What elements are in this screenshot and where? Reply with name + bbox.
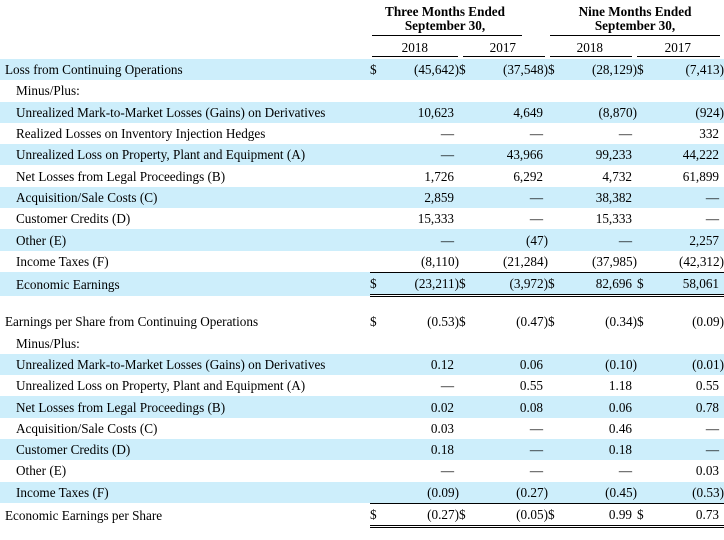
currency-symbol xyxy=(459,80,473,101)
row-label: Other (E) xyxy=(16,463,67,479)
currency-symbol xyxy=(370,396,384,417)
year-2017-three: 2017 xyxy=(489,40,516,55)
value-cell: (0.05) xyxy=(473,503,548,526)
row-label: Other (E) xyxy=(0,229,370,250)
currency-symbol xyxy=(459,208,473,229)
currency-symbol: $ xyxy=(637,59,651,80)
value-cell: — xyxy=(705,420,719,436)
row-label: Loss from Continuing Operations xyxy=(0,59,370,80)
value-cell: — xyxy=(529,126,543,142)
table-row xyxy=(0,354,724,375)
currency-symbol xyxy=(548,80,562,101)
value-cell: (45,642) xyxy=(384,59,459,80)
table-row xyxy=(0,503,724,526)
value-cell: — xyxy=(618,463,632,479)
value-cell: (7,413) xyxy=(651,59,724,80)
value-cell: (42,312) xyxy=(678,253,724,269)
value-cell: 0.02 xyxy=(384,396,459,417)
currency-symbol: $ xyxy=(548,59,562,80)
row-label: Customer Credits (D) xyxy=(0,439,370,460)
value-cell: (0.27) xyxy=(473,482,548,504)
value-cell: 0.06 xyxy=(562,396,637,417)
currency-symbol xyxy=(637,80,651,101)
currency-symbol xyxy=(370,229,384,250)
currency-symbol xyxy=(459,482,473,504)
table-row xyxy=(0,375,724,396)
value-cell: (0.27) xyxy=(384,503,459,526)
currency-symbol: $ xyxy=(637,503,651,526)
currency-symbol xyxy=(370,165,384,186)
currency-symbol xyxy=(370,251,384,273)
currency-symbol xyxy=(459,396,473,417)
row-label: Minus/Plus: xyxy=(16,335,80,351)
currency-symbol xyxy=(548,460,562,481)
currency-symbol: $ xyxy=(370,59,384,80)
currency-symbol xyxy=(459,123,473,144)
value-cell: (23,211) xyxy=(384,272,459,295)
table-row xyxy=(0,80,724,101)
row-label: Earnings per Share from Continuing Operations xyxy=(5,314,259,330)
value-cell: 1.18 xyxy=(608,378,632,394)
value-cell: — xyxy=(651,439,724,460)
spacer-row xyxy=(0,296,724,312)
currency-symbol xyxy=(637,102,651,123)
table-row xyxy=(0,102,724,123)
currency-symbol xyxy=(548,333,562,354)
table-row xyxy=(0,123,724,144)
currency-symbol xyxy=(459,187,473,208)
value-cell: (0.09) xyxy=(692,314,724,330)
currency-symbol xyxy=(637,165,651,186)
value-cell: 15,333 xyxy=(595,211,632,227)
value-cell: — xyxy=(384,144,459,165)
currency-symbol xyxy=(548,187,562,208)
three-months-date: September 30, xyxy=(404,18,486,33)
table-row xyxy=(0,396,724,417)
value-cell xyxy=(651,80,724,101)
nine-months-label: Nine Months Ended xyxy=(578,4,692,19)
currency-symbol xyxy=(459,375,473,396)
year-2018-nine: 2018 xyxy=(576,40,603,55)
row-label: Economic Earnings xyxy=(0,272,370,295)
value-cell: — xyxy=(529,211,543,227)
currency-symbol: $ xyxy=(548,272,562,295)
value-cell xyxy=(473,333,548,354)
value-cell: (0.47) xyxy=(516,314,548,330)
three-months-header xyxy=(365,5,525,33)
row-label: Realized Losses on Inventory Injection Hedges xyxy=(16,126,266,142)
value-cell: (21,284) xyxy=(502,253,548,269)
row-label: Income Taxes (F) xyxy=(0,482,370,504)
currency-symbol xyxy=(370,187,384,208)
currency-symbol xyxy=(548,251,562,273)
currency-symbol: $ xyxy=(459,59,473,80)
value-cell: 0.99 xyxy=(562,503,637,526)
currency-symbol xyxy=(637,439,651,460)
currency-symbol xyxy=(370,144,384,165)
spacer-cell xyxy=(0,296,724,312)
currency-symbol xyxy=(548,144,562,165)
table-row xyxy=(0,333,724,354)
value-cell: 44,222 xyxy=(651,144,724,165)
row-label: Unrealized Loss on Property, Plant and Equipment (A) xyxy=(16,378,306,394)
value-cell: 82,696 xyxy=(562,272,637,295)
value-cell: 0.73 xyxy=(651,503,724,526)
value-cell: 4,732 xyxy=(602,168,632,184)
value-cell: 99,233 xyxy=(562,144,637,165)
currency-symbol xyxy=(459,165,473,186)
value-cell: (47) xyxy=(473,229,548,250)
currency-symbol xyxy=(370,333,384,354)
value-cell: 43,966 xyxy=(473,144,548,165)
value-cell: 0.18 xyxy=(384,439,459,460)
row-label: Customer Credits (D) xyxy=(16,211,131,227)
value-cell: 0.03 xyxy=(430,420,454,436)
currency-symbol xyxy=(637,375,651,396)
currency-symbol xyxy=(370,439,384,460)
value-cell xyxy=(384,333,459,354)
value-cell: 332 xyxy=(699,126,719,142)
year-2018-three: 2018 xyxy=(401,40,428,55)
value-cell: (8,110) xyxy=(421,253,459,269)
currency-symbol xyxy=(548,396,562,417)
value-cell: 10,623 xyxy=(384,102,459,123)
currency-symbol xyxy=(637,144,651,165)
value-cell: (0.34) xyxy=(605,314,637,330)
value-cell: — xyxy=(651,187,724,208)
currency-symbol xyxy=(548,482,562,504)
currency-symbol xyxy=(370,208,384,229)
currency-symbol xyxy=(459,102,473,123)
currency-symbol xyxy=(548,165,562,186)
value-cell: 0.55 xyxy=(695,378,719,394)
value-cell: 0.12 xyxy=(384,354,459,375)
row-label: Acquisition/Sale Costs (C) xyxy=(16,420,158,436)
table-row xyxy=(0,251,724,273)
value-cell: — xyxy=(705,211,719,227)
nine-months-date: September 30, xyxy=(594,18,676,33)
row-label: Unrealized Mark-to-Market Losses (Gains) on Derivatives xyxy=(0,102,370,123)
currency-symbol: $ xyxy=(548,314,555,330)
table-row xyxy=(0,418,724,439)
currency-symbol: $ xyxy=(370,503,384,526)
value-cell: 58,061 xyxy=(651,272,724,295)
value-cell: (37,548) xyxy=(473,59,548,80)
value-cell: 0.55 xyxy=(519,378,543,394)
currency-symbol xyxy=(548,418,562,439)
currency-symbol xyxy=(637,187,651,208)
value-cell xyxy=(473,80,548,101)
row-label: Unrealized Loss on Property, Plant and Equipment (A) xyxy=(0,144,370,165)
value-cell: 0.18 xyxy=(562,439,637,460)
row-label: Economic Earnings per Share xyxy=(5,507,163,523)
year-rule-1 xyxy=(372,56,458,57)
year-rule-2 xyxy=(463,56,545,57)
value-cell: — xyxy=(529,420,543,436)
currency-symbol xyxy=(459,460,473,481)
currency-symbol xyxy=(459,354,473,375)
value-cell: — xyxy=(529,463,543,479)
table-row xyxy=(0,187,724,208)
value-cell xyxy=(651,333,724,354)
table-row xyxy=(0,229,724,250)
three-months-header-rule xyxy=(372,35,522,36)
currency-symbol xyxy=(637,354,651,375)
currency-symbol xyxy=(637,208,651,229)
currency-symbol xyxy=(459,333,473,354)
financial-table xyxy=(0,59,724,528)
value-cell: 0.08 xyxy=(473,396,548,417)
currency-symbol xyxy=(370,123,384,144)
row-label: Minus/Plus: xyxy=(16,83,80,99)
currency-symbol: $ xyxy=(637,314,644,330)
value-cell: 0.78 xyxy=(651,396,724,417)
currency-symbol xyxy=(370,460,384,481)
nine-months-header-rule xyxy=(550,35,720,36)
value-cell: 6,292 xyxy=(513,168,543,184)
currency-symbol: $ xyxy=(548,503,562,526)
table-row xyxy=(0,165,724,186)
currency-symbol xyxy=(637,396,651,417)
currency-symbol xyxy=(459,418,473,439)
value-cell: 15,333 xyxy=(417,211,454,227)
row-label: Unrealized Mark-to-Market Losses (Gains) on Derivatives xyxy=(0,354,370,375)
currency-symbol xyxy=(370,102,384,123)
currency-symbol xyxy=(548,102,562,123)
currency-symbol xyxy=(637,251,651,273)
value-cell: 2,859 xyxy=(384,187,459,208)
value-cell xyxy=(562,333,637,354)
currency-symbol xyxy=(637,229,651,250)
currency-symbol: $ xyxy=(459,314,466,330)
table-row xyxy=(0,460,724,481)
value-cell: — xyxy=(440,463,454,479)
currency-symbol xyxy=(637,333,651,354)
value-cell xyxy=(562,80,637,101)
value-cell: 61,899 xyxy=(682,168,719,184)
value-cell: (924) xyxy=(651,102,724,123)
table-body xyxy=(0,59,724,527)
currency-symbol xyxy=(548,123,562,144)
value-cell: — xyxy=(562,229,637,250)
value-cell: (37,985) xyxy=(591,253,637,269)
table-row xyxy=(0,59,724,80)
currency-symbol: $ xyxy=(459,503,473,526)
value-cell: — xyxy=(473,439,548,460)
table-row xyxy=(0,482,724,504)
value-cell: (28,129) xyxy=(562,59,637,80)
currency-symbol xyxy=(370,418,384,439)
currency-symbol xyxy=(548,229,562,250)
row-label: Net Losses from Legal Proceedings (B) xyxy=(16,168,226,184)
currency-symbol xyxy=(370,354,384,375)
currency-symbol xyxy=(637,418,651,439)
value-cell: 4,649 xyxy=(473,102,548,123)
value-cell: (0.53) xyxy=(651,482,724,504)
currency-symbol xyxy=(370,375,384,396)
row-label: Income Taxes (F) xyxy=(16,254,109,270)
value-cell: 38,382 xyxy=(562,187,637,208)
value-cell: (0.09) xyxy=(384,482,459,504)
table-row xyxy=(0,144,724,165)
currency-symbol xyxy=(637,123,651,144)
value-cell: (0.53) xyxy=(427,314,459,330)
value-cell: (0.10) xyxy=(562,354,637,375)
value-cell: (0.01) xyxy=(651,354,724,375)
value-cell: (0.45) xyxy=(562,482,637,504)
currency-symbol xyxy=(637,482,651,504)
row-label: Net Losses from Legal Proceedings (B) xyxy=(0,396,370,417)
year-2017-nine: 2017 xyxy=(664,40,691,55)
currency-symbol: $ xyxy=(459,272,473,295)
nine-months-header xyxy=(555,5,715,33)
value-cell: (3,972) xyxy=(473,272,548,295)
value-cell: (8,870) xyxy=(562,102,637,123)
currency-symbol xyxy=(459,251,473,273)
value-cell: 0.06 xyxy=(473,354,548,375)
value-cell: 1,726 xyxy=(424,168,454,184)
currency-symbol xyxy=(548,375,562,396)
currency-symbol xyxy=(548,354,562,375)
value-cell: — xyxy=(384,229,459,250)
three-months-label: Three Months Ended xyxy=(385,4,505,19)
value-cell: — xyxy=(618,126,632,142)
currency-symbol xyxy=(370,482,384,504)
table-row xyxy=(0,272,724,295)
year-rule-4 xyxy=(637,56,720,57)
value-cell: 0.46 xyxy=(608,420,632,436)
table-row xyxy=(0,439,724,460)
currency-symbol: $ xyxy=(370,272,384,295)
currency-symbol xyxy=(370,80,384,101)
currency-symbol: $ xyxy=(637,272,651,295)
currency-symbol xyxy=(459,144,473,165)
value-cell: — xyxy=(440,378,454,394)
currency-symbol xyxy=(459,229,473,250)
currency-symbol xyxy=(459,439,473,460)
table-row xyxy=(0,311,724,332)
value-cell: — xyxy=(473,187,548,208)
value-cell xyxy=(384,80,459,101)
value-cell: — xyxy=(440,126,454,142)
currency-symbol xyxy=(637,460,651,481)
year-rule-3 xyxy=(550,56,632,57)
value-cell: 0.03 xyxy=(695,463,719,479)
row-label: Acquisition/Sale Costs (C) xyxy=(0,187,370,208)
currency-symbol xyxy=(548,208,562,229)
currency-symbol: $ xyxy=(370,314,377,330)
table-row xyxy=(0,208,724,229)
currency-symbol xyxy=(548,439,562,460)
value-cell: 2,257 xyxy=(651,229,724,250)
